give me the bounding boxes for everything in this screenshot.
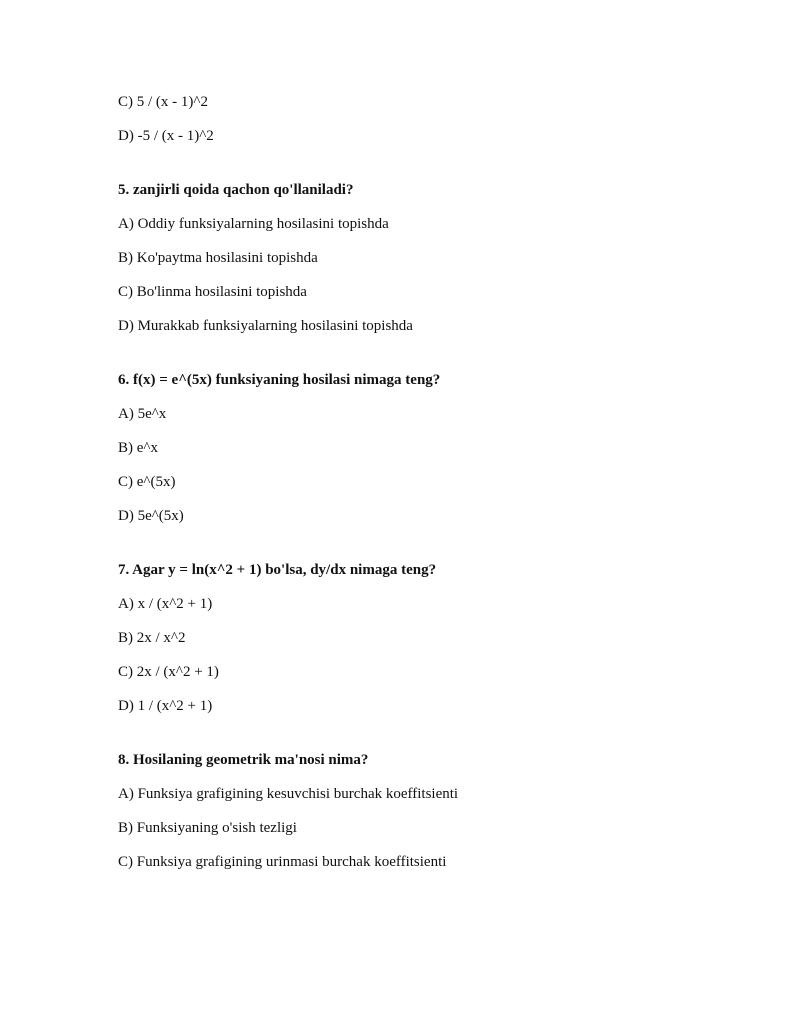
option-d: D) -5 / (x - 1)^2 <box>118 128 214 144</box>
question-title: 6. f(x) = e^(5x) funksiyaning hosilasi nimaga teng? <box>118 372 441 388</box>
option-a: A) 5e^x <box>118 406 167 422</box>
option-c: C) e^(5x) <box>118 474 176 490</box>
option-c: C) Funksiya grafigining urinmasi burchak koeffitsienti <box>118 854 447 870</box>
question-8 <box>118 750 758 872</box>
question-4-tail <box>118 92 758 146</box>
option-c: C) Bo'linma hosilasini topishda <box>118 284 307 300</box>
question-title: 7. Agar y = ln(x^2 + 1) bo'lsa, dy/dx nimaga teng? <box>118 562 437 578</box>
question-6 <box>118 370 758 526</box>
option-b: B) Funksiyaning o'sish tezligi <box>118 820 297 836</box>
option-c: C) 5 / (x - 1)^2 <box>118 94 208 110</box>
option-a: A) Oddiy funksiyalarning hosilasini topishda <box>118 216 389 232</box>
option-d: D) 1 / (x^2 + 1) <box>118 698 213 714</box>
question-5 <box>118 180 758 336</box>
option-b: B) 2x / x^2 <box>118 630 186 646</box>
option-b: B) e^x <box>118 440 158 456</box>
option-a: A) x / (x^2 + 1) <box>118 596 213 612</box>
option-d: D) Murakkab funksiyalarning hosilasini topishda <box>118 318 413 334</box>
option-a: A) Funksiya grafigining kesuvchisi burchak koeffitsienti <box>118 786 459 802</box>
question-title: 5. zanjirli qoida qachon qo'llaniladi? <box>118 182 354 198</box>
option-c: C) 2x / (x^2 + 1) <box>118 664 219 680</box>
option-b: B) Ko'paytma hosilasini topishda <box>118 250 318 266</box>
option-d: D) 5e^(5x) <box>118 508 184 524</box>
question-7 <box>118 560 758 716</box>
document-page <box>118 92 758 886</box>
question-title: 8. Hosilaning geometrik ma'nosi nima? <box>118 752 369 768</box>
